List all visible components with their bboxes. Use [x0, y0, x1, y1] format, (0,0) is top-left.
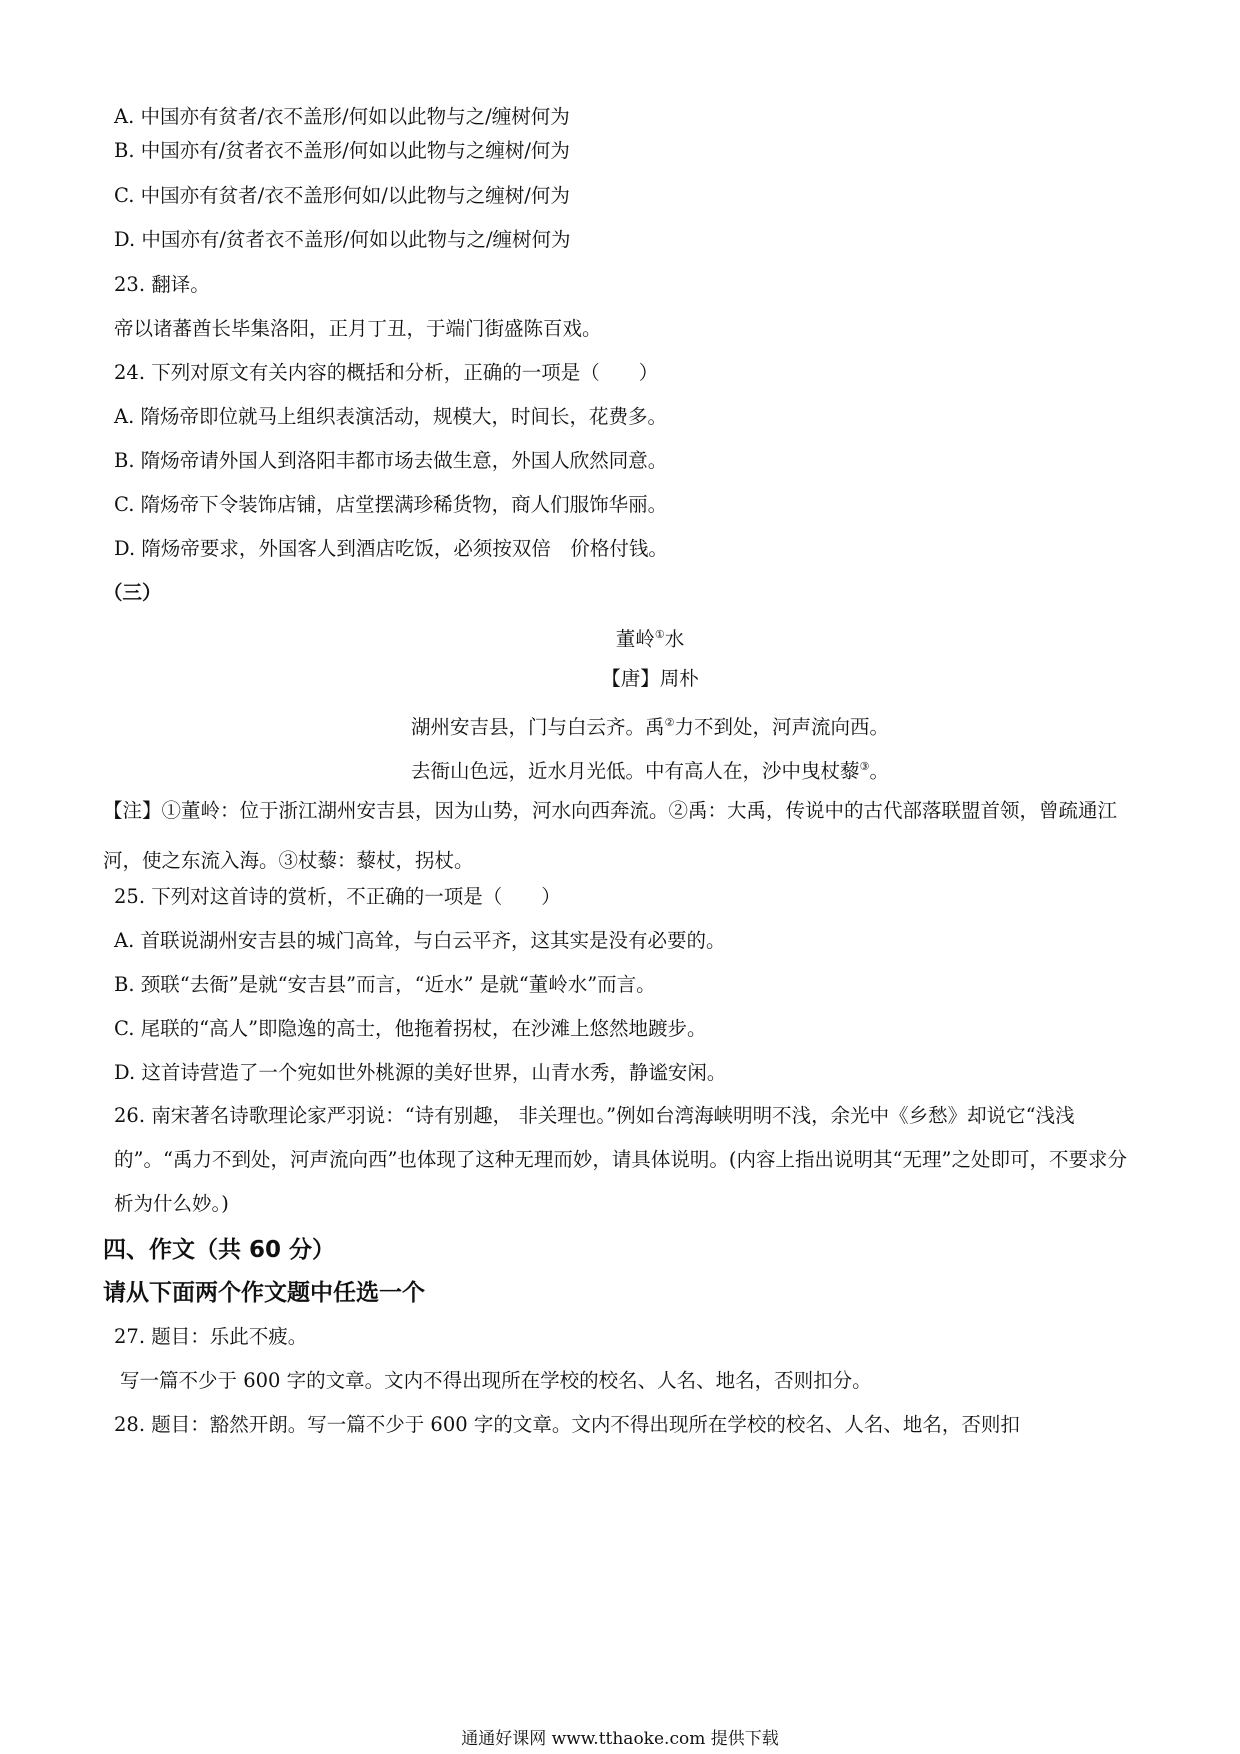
q22-option-c: C. 中国亦有贫者/衣不盖形何如/以此物与之缠树/何为: [114, 184, 570, 207]
q24-option-d: D. 隋炀帝要求，外国客人到酒店吃饭，必须按双倍 价格付钱。: [114, 537, 668, 560]
q24-stem: 24. 下列对原文有关内容的概括和分析，正确的一项是（ ）: [114, 361, 659, 384]
section-3-label: （三）: [103, 581, 162, 604]
q25-stem: 25. 下列对这首诗的赏析，不正确的一项是（ ）: [114, 885, 561, 908]
q22-option-d: D. 中国亦有/贫者衣不盖形/何如以此物与之/缠树何为: [114, 228, 571, 251]
poem-author: 【唐】周朴: [601, 667, 699, 690]
essay-instruction: 请从下面两个作文题中任选一个: [103, 1280, 425, 1306]
q25-option-c: C. 尾联的“高人”即隐逸的高士，他拖着拐杖，在沙滩上悠然地踱步。: [114, 1017, 707, 1040]
q24-option-b: B. 隋炀帝请外国人到洛阳丰都市场去做生意，外国人欣然同意。: [114, 449, 668, 472]
q27-requirement: 写一篇不少于 600 字的文章。文内不得出现所在学校的校名、人名、地名，否则扣分。: [120, 1369, 872, 1392]
page-footer: 通通好课网 www.tthaoke.com 提供下载: [461, 1729, 779, 1749]
poem-line-1: 湖州安吉县，门与白云齐。禹②力不到处，河声流向西。: [411, 715, 889, 739]
q26-question: 26. 南宋著名诗歌理论家严羽说：“诗有别趣， 非关理也。”例如台湾海峡明明不浅，余光中《乡愁》却说它“浅浅的”。“禹力不到处，河声流向西”也体现了这种无理而妙，请具体说明。(内容上指出说明其“无理”之处即可，不要求分析为什么妙。): [114, 1104, 1127, 1215]
section-4-heading: 四、作文（共 60 分）: [103, 1237, 336, 1263]
q25-option-b: B. 颈联“去衙”是就“安吉县”而言，“近水” 是就“董岭水”而言。: [114, 973, 656, 996]
q28-question: 28. 题目：豁然开朗。写一篇不少于 600 字的文章。文内不得出现所在学校的校名、人名、地名，否则扣: [114, 1413, 1020, 1436]
poem-title: 董岭①水: [615, 627, 685, 651]
q27-stem: 27. 题目：乐此不疲。: [114, 1325, 308, 1348]
q25-option-d: D. 这首诗营造了一个宛如世外桃源的美好世界，山青水秀，静谧安闲。: [114, 1061, 727, 1084]
q24-option-a: A. 隋炀帝即位就马上组织表演活动，规模大，时间长，花费多。: [114, 405, 667, 428]
q25-option-a: A. 首联说湖州安吉县的城门高耸，与白云平齐，这其实是没有必要的。: [114, 929, 726, 952]
q23-stem: 23. 翻译。: [114, 273, 210, 296]
q22-option-a: A. 中国亦有贫者/衣不盖形/何如以此物与之/缠树何为: [114, 105, 570, 128]
q24-option-c: C. 隋炀帝下令装饰店铺，店堂摆满珍稀货物，商人们服饰华丽。: [114, 493, 668, 516]
q23-sentence: 帝以诸蕃酋长毕集洛阳，正月丁丑，于端门街盛陈百戏。: [114, 317, 602, 340]
poem-line-2: 去衙山色远，近水月光低。中有高人在，沙中曳杖藜③。: [411, 759, 889, 783]
poem-notes: 【注】①董岭：位于浙江湖州安吉县，因为山势，河水向西奔流。②禹：大禹，传说中的古代部落联盟首领，曾疏通江河，使之东流入海。③杖藜：藜杖，拐杖。: [103, 799, 1118, 872]
q22-option-b: B. 中国亦有/贫者衣不盖形/何如以此物与之缠树/何为: [114, 139, 570, 162]
